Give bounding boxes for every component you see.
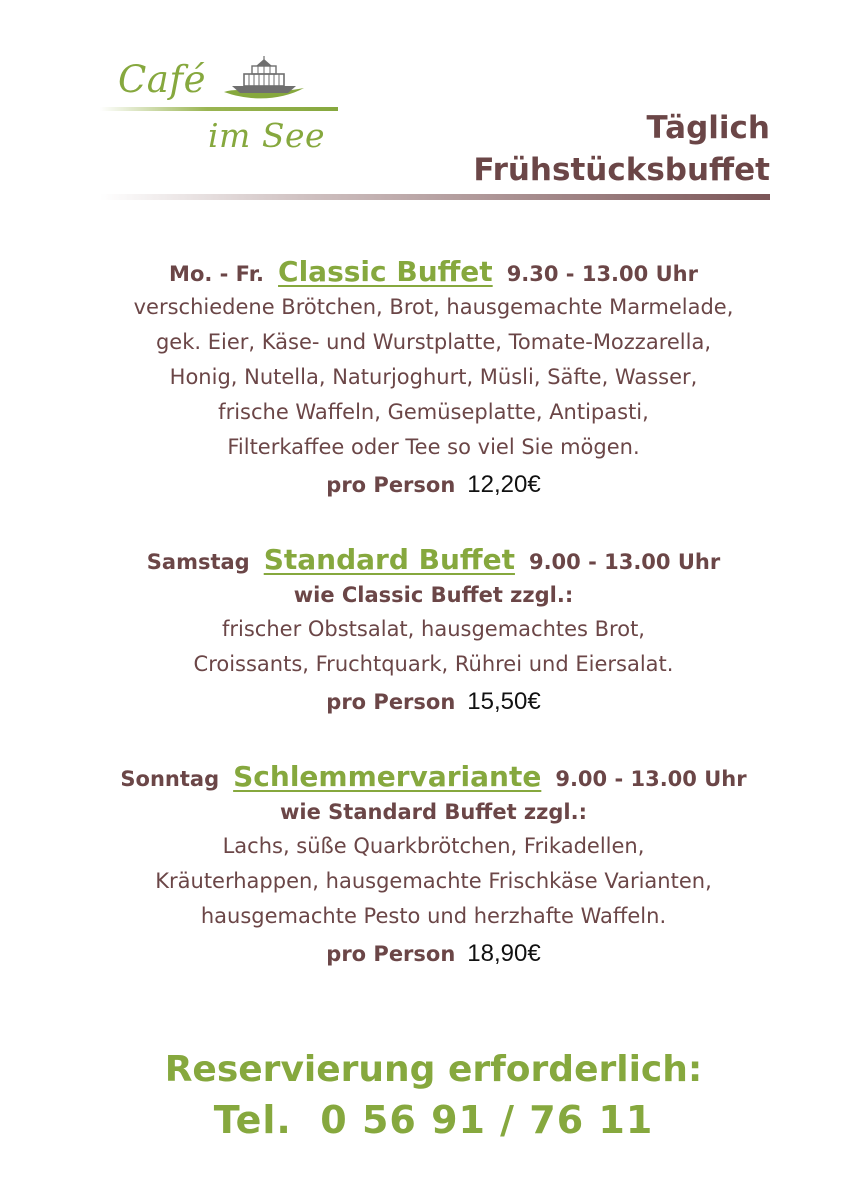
phone-number: Tel. 0 56 91 / 76 11 bbox=[213, 1098, 654, 1142]
buffet-day: Samstag bbox=[146, 550, 250, 574]
buffet-description bbox=[0, 290, 867, 465]
logo-text-im-see: im See bbox=[208, 116, 326, 155]
title-line-breakfast-buffet: Frühstücksbuffet bbox=[473, 152, 770, 188]
buffet-name: Standard Buffet bbox=[263, 543, 515, 576]
description-line: hausgemachte Pesto und herzhafte Waffeln. bbox=[200, 904, 667, 928]
cafe-logo bbox=[100, 52, 340, 162]
buffet-title-line bbox=[0, 760, 867, 793]
page-title bbox=[473, 107, 770, 191]
buffet-time: 9.00 - 13.00 Uhr bbox=[528, 550, 721, 574]
buffet-description bbox=[0, 829, 867, 934]
price-label: pro Person bbox=[326, 690, 456, 714]
price-line bbox=[0, 471, 867, 499]
buffet-classic bbox=[0, 255, 867, 499]
buffet-time: 9.30 - 13.00 Uhr bbox=[506, 262, 698, 286]
buffet-subtitle: wie Classic Buffet zzgl.: bbox=[293, 583, 574, 607]
price-line bbox=[0, 940, 867, 968]
reservation-required-text: Reservierung erforderlich: bbox=[164, 1049, 703, 1090]
price-value: 18,90€ bbox=[467, 940, 541, 967]
price-label: pro Person bbox=[326, 473, 456, 497]
description-line: frischer Obstsalat, hausgemachtes Brot, bbox=[222, 617, 645, 641]
price-line bbox=[0, 688, 867, 716]
buffet-standard bbox=[0, 543, 867, 716]
steamboat-icon bbox=[222, 56, 306, 102]
description-line: Lachs, süße Quarkbrötchen, Frikadellen, bbox=[222, 834, 645, 858]
title-line-daily: Täglich bbox=[646, 110, 770, 146]
description-line: gek. Eier, Käse- und Wurstplatte, Tomate-Mozzarella, bbox=[155, 330, 712, 354]
buffet-schlemmer bbox=[0, 760, 867, 968]
price-value: 12,20€ bbox=[467, 471, 541, 498]
description-line: Kräuterhappen, hausgemachte Frischkäse Varianten, bbox=[155, 869, 712, 893]
description-line: Filterkaffee oder Tee so viel Sie mögen. bbox=[227, 435, 640, 459]
buffet-title-line bbox=[0, 255, 867, 288]
description-line: frische Waffeln, Gemüseplatte, Antipasti, bbox=[218, 400, 649, 424]
buffet-day: Sonntag bbox=[120, 767, 220, 791]
logo-divider bbox=[100, 107, 338, 111]
description-line: verschiedene Brötchen, Brot, hausgemachte Marmelade, bbox=[133, 295, 734, 319]
header-divider bbox=[100, 194, 770, 200]
price-label: pro Person bbox=[326, 942, 456, 966]
reservation-footer bbox=[0, 1045, 867, 1145]
logo-text-cafe: Café bbox=[118, 58, 206, 101]
price-value: 15,50€ bbox=[467, 688, 541, 715]
buffet-time: 9.00 - 13.00 Uhr bbox=[555, 767, 747, 791]
description-line: Croissants, Fruchtquark, Rührei und Eiersalat. bbox=[193, 652, 674, 676]
buffet-description bbox=[0, 612, 867, 682]
buffet-name: Schlemmervariante bbox=[233, 760, 542, 793]
buffet-subtitle: wie Standard Buffet zzgl.: bbox=[280, 800, 587, 824]
buffet-title-line bbox=[0, 543, 867, 576]
buffet-day: Mo. - Fr. bbox=[169, 262, 265, 286]
buffet-name: Classic Buffet bbox=[278, 255, 493, 288]
description-line: Honig, Nutella, Naturjoghurt, Müsli, Säfte, Wasser, bbox=[169, 365, 698, 389]
